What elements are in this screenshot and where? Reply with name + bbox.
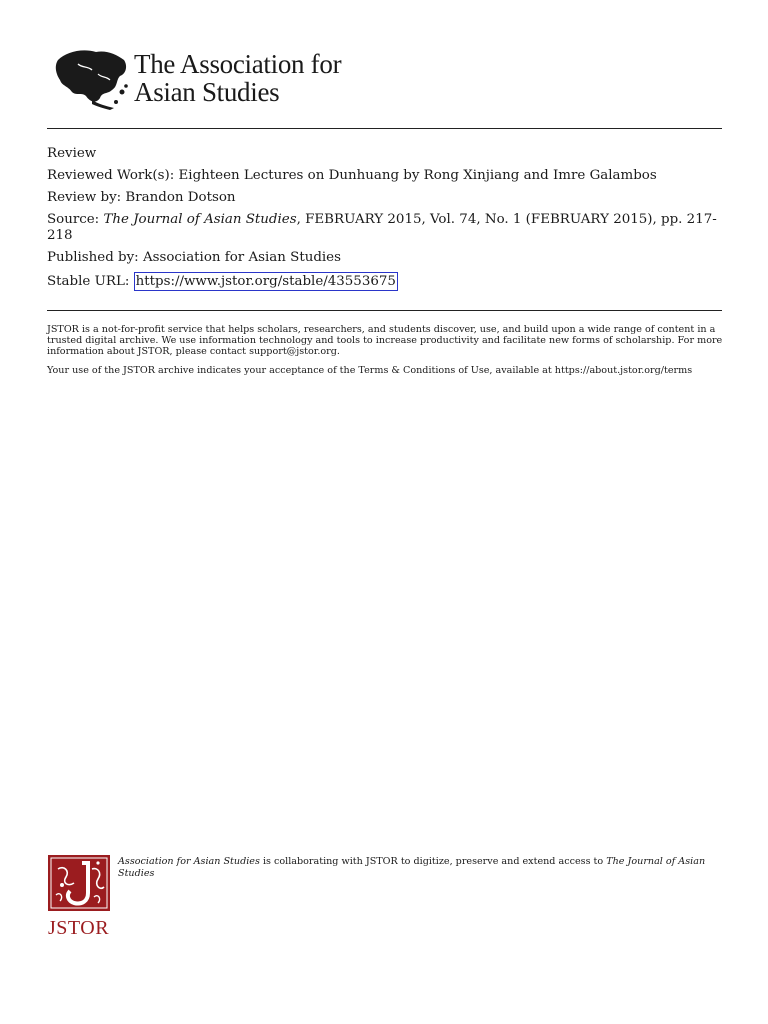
- jstor-wordmark: JSTOR: [48, 917, 110, 939]
- published-by-line: [47, 250, 727, 266]
- published-by-value: Association for Asian Studies: [142, 250, 341, 265]
- review-by-value: Brandon Dotson: [125, 190, 236, 205]
- source-details: , FEBRUARY 2015, Vol. 74, No. 1 (FEBRUARY 2015), pp. 217-218: [47, 212, 717, 243]
- review-by-label: Review by:: [47, 190, 126, 205]
- top-divider: [47, 128, 722, 129]
- stable-url-label: Stable URL:: [47, 274, 134, 289]
- source-journal: The Journal of Asian Studies: [103, 212, 297, 227]
- jstor-notice: [47, 324, 727, 384]
- notice-paragraph-2: Your use of the JSTOR archive indicates your acceptance of the Terms & Conditions of Use, available at https://about.jstor.org/terms: [47, 365, 693, 376]
- collab-text: is collaborating with JSTOR to digitize, preserve and extend access to: [259, 856, 607, 867]
- publisher-logo-line2: Asian Studies: [134, 77, 280, 107]
- collab-org: Association for Asian Studies: [118, 856, 260, 867]
- source-label: Source:: [47, 212, 104, 227]
- published-by-label: Published by:: [47, 250, 143, 265]
- citation-block: [47, 146, 727, 297]
- source-line: [47, 212, 727, 244]
- reviewed-works-label: Reviewed Work(s):: [47, 168, 179, 183]
- jstor-emblem-icon: [48, 855, 110, 911]
- jstor-logo: [48, 855, 114, 940]
- publisher-logo-text: [134, 50, 341, 106]
- review-by-line: [47, 190, 727, 206]
- stable-url-line: [47, 272, 727, 291]
- collab-journal: The Journal of Asian Studies: [118, 856, 706, 879]
- publisher-logo-line1: The Association for: [134, 49, 342, 79]
- reviewed-works-value: Eighteen Lectures on Dunhuang by Rong Xinjiang and Imre Galambos: [178, 168, 657, 183]
- stable-url-link[interactable]: https://www.jstor.org/stable/43553675: [135, 274, 396, 289]
- middle-divider: [47, 310, 722, 311]
- collaboration-statement: [118, 856, 718, 880]
- notice-paragraph-1: JSTOR is a not-for-profit service that helps scholars, researchers, and students discover, use, and build upon a wide range of content in a trusted digital archive. We use information technology and tools to increase productivity and facilitate new forms of scholarship. For more information about JSTOR, please contact support@jstor.org.: [47, 324, 723, 357]
- publisher-logo: [52, 44, 342, 114]
- reviewed-works-line: [47, 168, 727, 184]
- asia-map-icon: [52, 46, 132, 112]
- item-type: Review: [47, 146, 97, 161]
